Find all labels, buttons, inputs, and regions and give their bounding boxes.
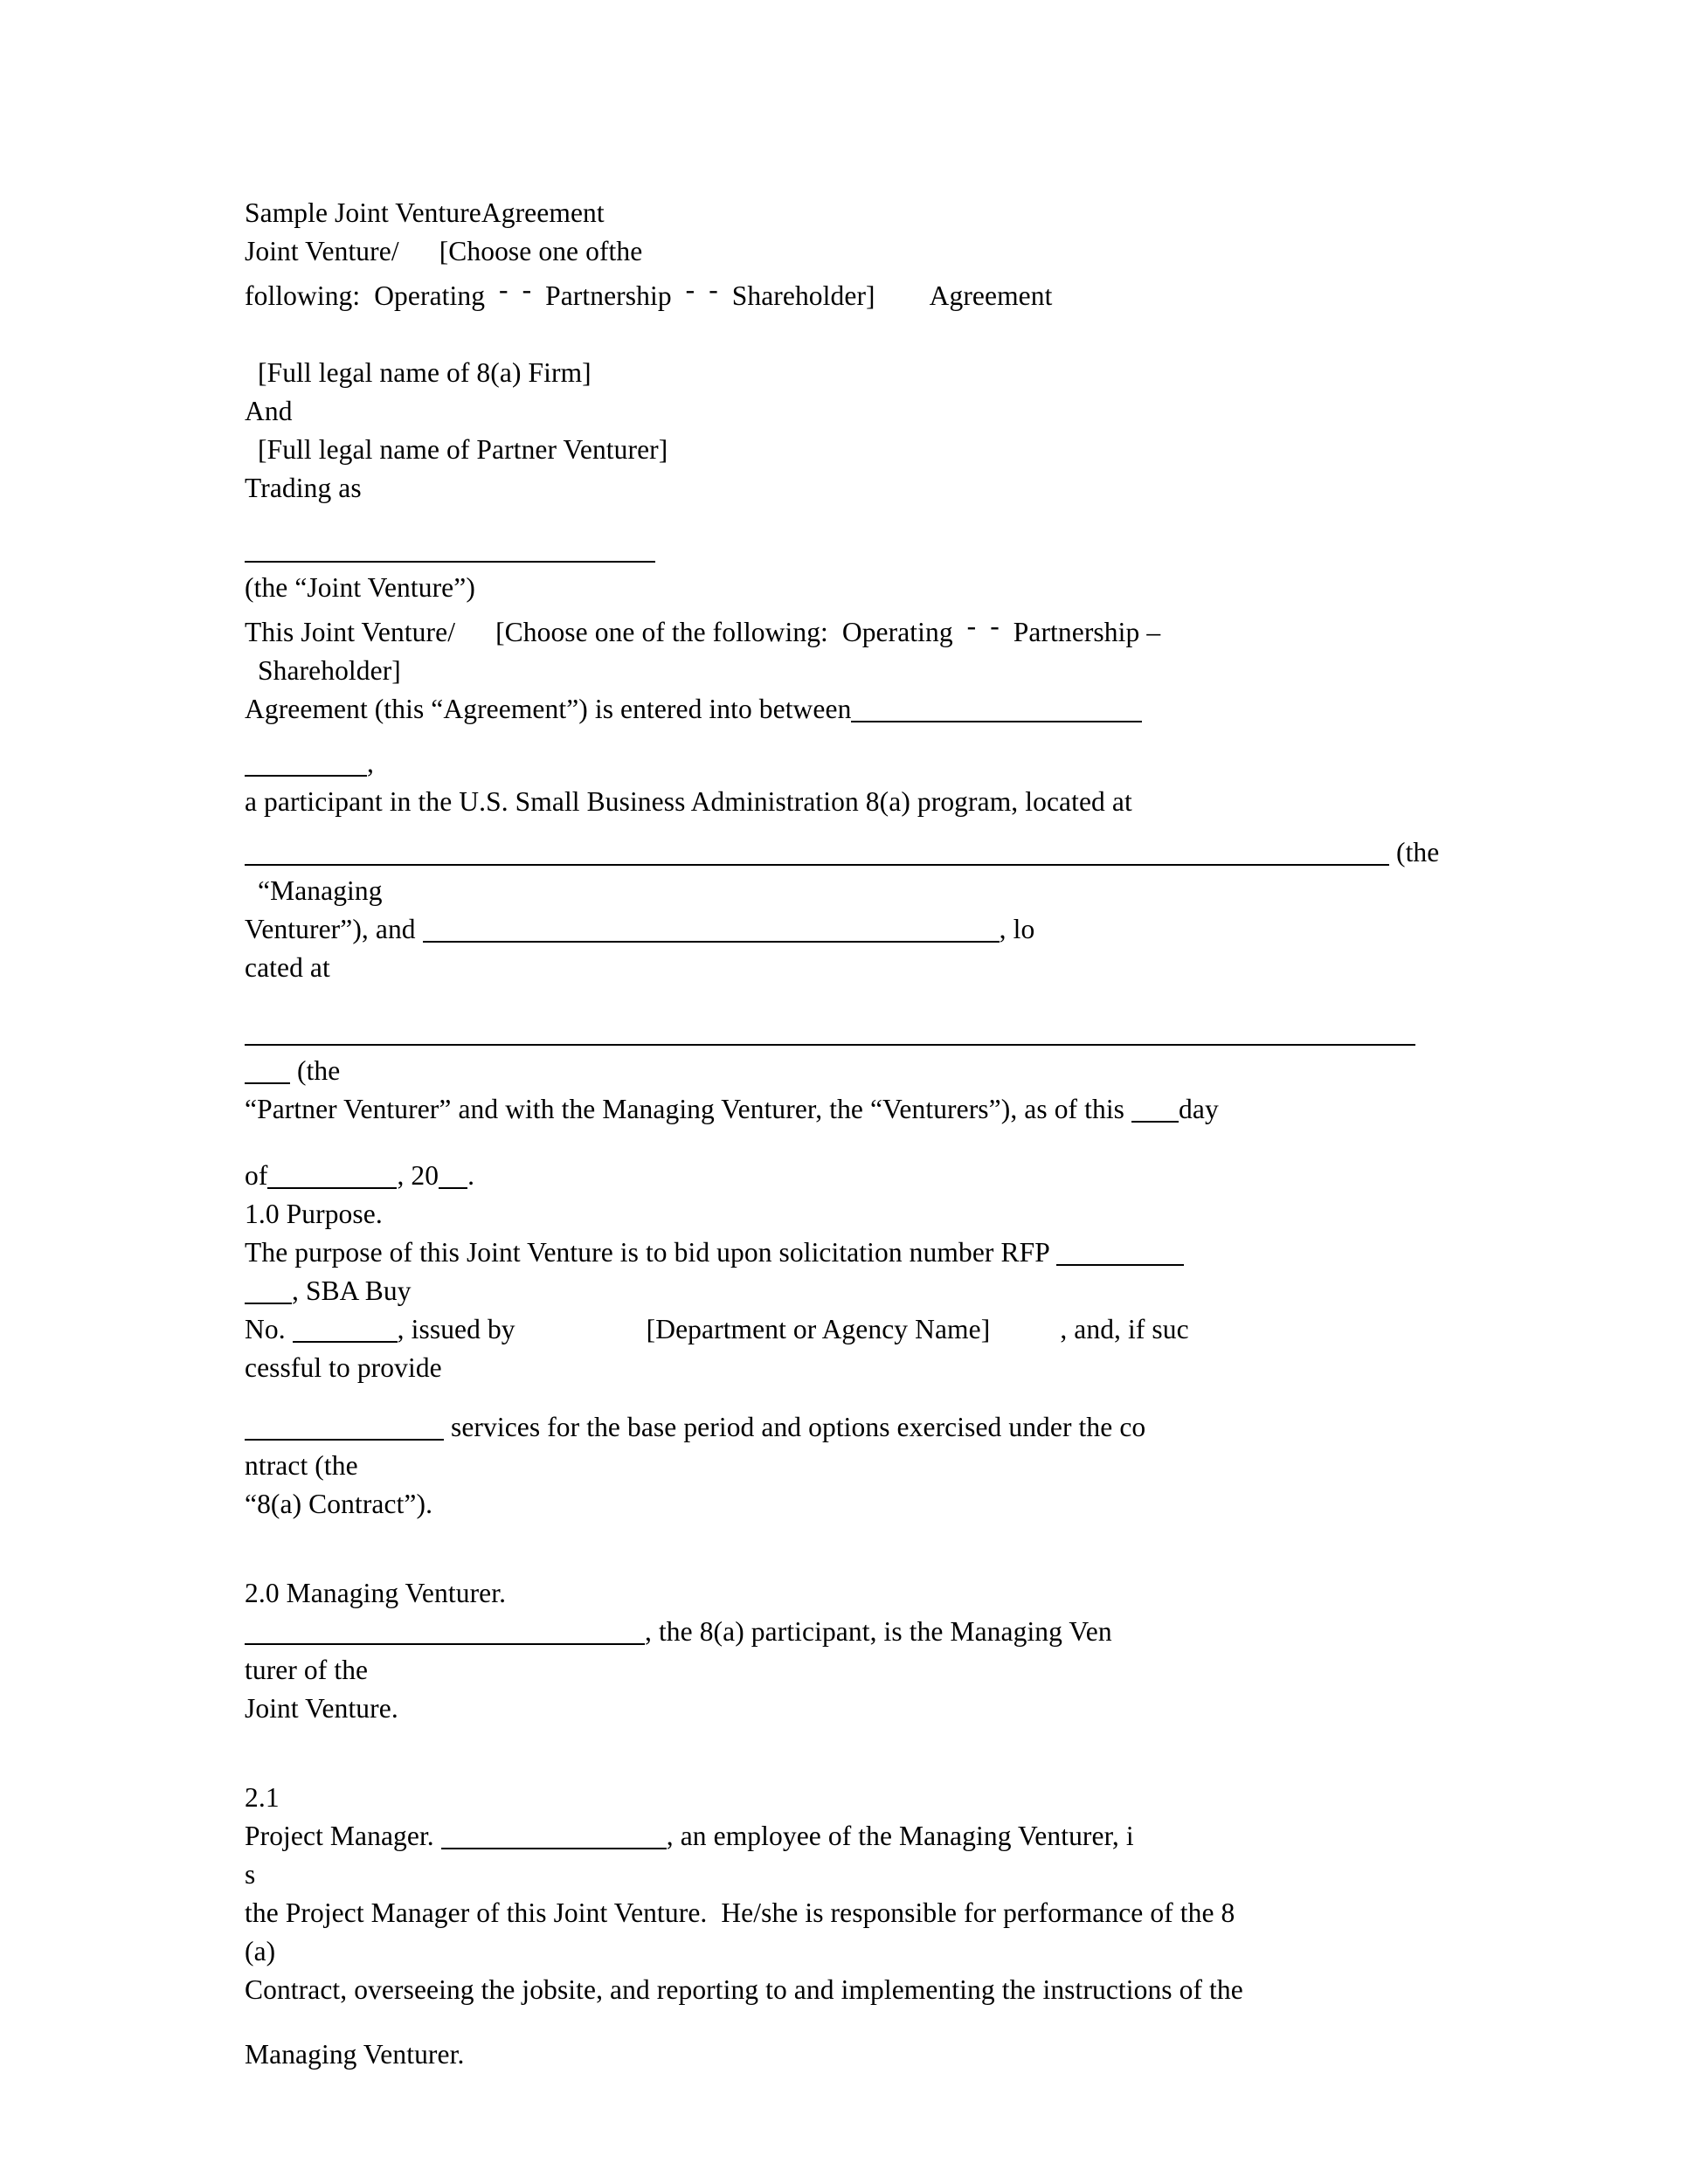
project-manager-label: Project Manager.	[245, 1821, 434, 1851]
dash-icon: ‐	[709, 274, 718, 305]
cessful-to-provide-line	[245, 1349, 1415, 1387]
partner-the-line	[245, 1052, 1415, 1090]
blank-fill-rule[interactable]	[245, 561, 655, 563]
managing-venturer-closing-text: Managing Venturer.	[245, 2039, 465, 2070]
and-if-successful-text: , and, if suc	[1060, 1314, 1189, 1344]
joint-venture-text: Joint Venture.	[245, 1693, 398, 1724]
day-text: day	[1179, 1094, 1219, 1124]
blank-fill-rule[interactable]	[1131, 1121, 1179, 1123]
spacer	[245, 1387, 1415, 1408]
spacer	[245, 315, 1415, 354]
firm-name-text: [Full legal name of 8(a) Firm]	[258, 357, 591, 388]
year-prefix-text: , 20	[397, 1160, 439, 1191]
the-open-paren: (the	[1395, 837, 1440, 867]
managing-venturer-closing-line	[245, 2035, 1415, 2074]
spacer	[245, 1728, 1415, 1779]
and-text: And	[245, 396, 293, 426]
a-continuation-line	[245, 1932, 1415, 1971]
employee-of-mv-text: , an employee of the Managing Venturer, i	[666, 1821, 1134, 1851]
blank-fill-rule[interactable]	[245, 775, 367, 777]
trading-as-text: Trading as	[245, 473, 362, 503]
project-manager-line	[245, 1817, 1415, 1856]
period-text: .	[467, 1160, 475, 1191]
venturer-and-text: Venturer”), and	[245, 914, 416, 944]
blank-fill-rule[interactable]	[293, 1341, 398, 1343]
and-connector	[245, 392, 1415, 431]
blank-fill-rule[interactable]	[851, 721, 1142, 722]
choose-one-bracket: [Choose one ofthe	[439, 236, 643, 266]
services-line	[245, 1408, 1415, 1447]
issued-by-text: , issued by	[397, 1314, 515, 1344]
joint-venture-defined	[245, 569, 1415, 607]
blank-fill-rule[interactable]	[245, 1044, 1415, 1046]
cessful-text: cessful to provide	[245, 1352, 442, 1383]
firm-name-placeholder	[245, 354, 1415, 392]
entered-into-between-text: Agreement (this “Agreement”) is entered into between	[245, 694, 852, 724]
sba-buy-text: , SBA Buy	[292, 1275, 412, 1306]
partner-name-text: [Full legal name of Partner Venturer]	[258, 434, 668, 465]
subtitle-line-1	[245, 232, 1415, 271]
venturers-definition-text: “Partner Venturer” and with the Managing Venturer, the “Venturers”), as of this	[245, 1094, 1125, 1124]
trading-as-line	[245, 469, 1415, 508]
joint-venture-line	[245, 1690, 1415, 1728]
the-open-paren-2: (the	[296, 1055, 341, 1086]
contract-defined-line	[245, 1485, 1415, 1524]
managing-venturer-heading-text: 2.0 Managing Venturer.	[245, 1578, 507, 1608]
pm-responsibility-text: the Project Manager of this Joint Venture. He/she is responsible for performance of the 8	[245, 1897, 1235, 1928]
managing-text: “Managing	[258, 875, 383, 906]
spacer	[245, 1129, 1415, 1157]
purpose-body-text: The purpose of this Joint Venture is to bid upon solicitation number RFP	[245, 1237, 1049, 1268]
trading-as-blank-line	[245, 530, 1415, 569]
turer-text: turer of the	[245, 1655, 369, 1685]
managing-venturer-body-text: , the 8(a) participant, is the Managing Ven	[645, 1616, 1112, 1647]
managing-venturer-address-line	[245, 833, 1440, 872]
spacer	[245, 821, 1415, 833]
ntract-text: ntract (the	[245, 1450, 358, 1481]
purpose-heading-text: 1.0 Purpose.	[245, 1199, 383, 1229]
pm-responsibility-line	[245, 1894, 1415, 1932]
dash-icon: ‐	[685, 274, 695, 305]
choose-one-of-following: [Choose one of the following: Operating	[495, 617, 953, 647]
s-text: s	[245, 1859, 256, 1890]
department-agency-placeholder: [Department or Agency Name]	[646, 1314, 991, 1344]
blank-fill-rule[interactable]	[245, 864, 1389, 866]
doc-title-line	[245, 194, 1415, 232]
spacer	[245, 987, 1415, 1013]
blank-fill-rule[interactable]	[245, 1303, 292, 1304]
shareholder-option-2: Shareholder]	[258, 655, 401, 686]
spacer	[245, 508, 1415, 530]
section-1-0-heading	[245, 1195, 1415, 1234]
between-continuation-line	[245, 744, 1415, 783]
no-label: No.	[245, 1314, 286, 1344]
spacer	[245, 2009, 1415, 2035]
dash-icon: ‐	[499, 274, 508, 305]
agreement-intro-line-1	[245, 607, 1415, 652]
following-operating: following: Operating	[245, 280, 486, 311]
section-2-0-heading	[245, 1574, 1415, 1613]
venturer-and-line	[245, 910, 1415, 949]
agreement-word: Agreement	[929, 280, 1053, 311]
contract-overseeing-line	[245, 1971, 1415, 2009]
this-joint-venture-label: This Joint Venture/	[245, 617, 456, 647]
spacer	[245, 1524, 1415, 1574]
subtitle-line-2	[245, 271, 1415, 315]
joint-venture-label: Joint Venture/	[245, 236, 399, 266]
joint-venture-defined-text: (the “Joint Venture”)	[245, 572, 475, 603]
venturers-as-of-line	[245, 1090, 1415, 1129]
solicitation-no-line	[245, 1310, 1415, 1349]
entered-into-between-line	[245, 690, 1415, 729]
of-text: of	[245, 1160, 268, 1191]
blank-fill-rule[interactable]	[245, 1439, 444, 1441]
comma-text: ,	[367, 748, 374, 778]
shareholder-option: Shareholder]	[731, 280, 875, 311]
managing-venturer-body-line	[245, 1613, 1415, 1651]
partnership-option: Partnership	[545, 280, 672, 311]
spacer	[245, 729, 1415, 744]
document-body	[245, 194, 1440, 2074]
managing-label-line	[245, 872, 1415, 910]
contract-defined-text: “8(a) Contract”).	[245, 1489, 433, 1519]
turer-of-the-line	[245, 1651, 1415, 1690]
sba-buy-line	[245, 1272, 1415, 1310]
blank-fill-rule[interactable]	[441, 1848, 667, 1849]
dash-icon: ‐	[966, 611, 977, 641]
date-line	[245, 1157, 1415, 1195]
blank-fill-rule[interactable]	[267, 1187, 397, 1189]
ntract-line	[245, 1447, 1415, 1485]
blank-fill-rule[interactable]	[245, 1643, 645, 1645]
lo-text: , lo	[999, 914, 1035, 944]
blank-fill-rule[interactable]	[439, 1187, 467, 1189]
partner-address-blank-line	[245, 1013, 1415, 1052]
doc-title: Sample Joint VentureAgreement	[245, 197, 605, 228]
partner-name-placeholder	[245, 431, 1415, 469]
dash-icon: ‐	[990, 611, 1000, 641]
dash-icon: ‐	[522, 274, 532, 305]
cated-at-text: cated at	[245, 952, 330, 983]
sba-participant-text: a participant in the U.S. Small Business Administration 8(a) program, located at	[245, 786, 1132, 817]
purpose-body-line-1	[245, 1234, 1415, 1272]
partnership-option-2: Partnership –	[1013, 617, 1161, 647]
blank-fill-rule[interactable]	[423, 941, 1000, 943]
section-2-1-heading	[245, 1779, 1415, 1817]
sba-participant-line	[245, 783, 1415, 821]
section-2-1-number: 2.1	[245, 1782, 280, 1813]
contract-overseeing-text: Contract, overseeing the jobsite, and reporting to and implementing the instructions of the	[245, 1974, 1243, 2005]
a-paren-text: (a)	[245, 1936, 276, 1966]
blank-fill-rule[interactable]	[1056, 1264, 1184, 1266]
shareholder-option-line	[245, 652, 1415, 690]
blank-fill-rule[interactable]	[245, 1082, 290, 1084]
services-text: services for the base period and options exercised under the co	[450, 1412, 1146, 1442]
cated-at-line	[245, 949, 1415, 987]
s-continuation-line	[245, 1856, 1415, 1894]
